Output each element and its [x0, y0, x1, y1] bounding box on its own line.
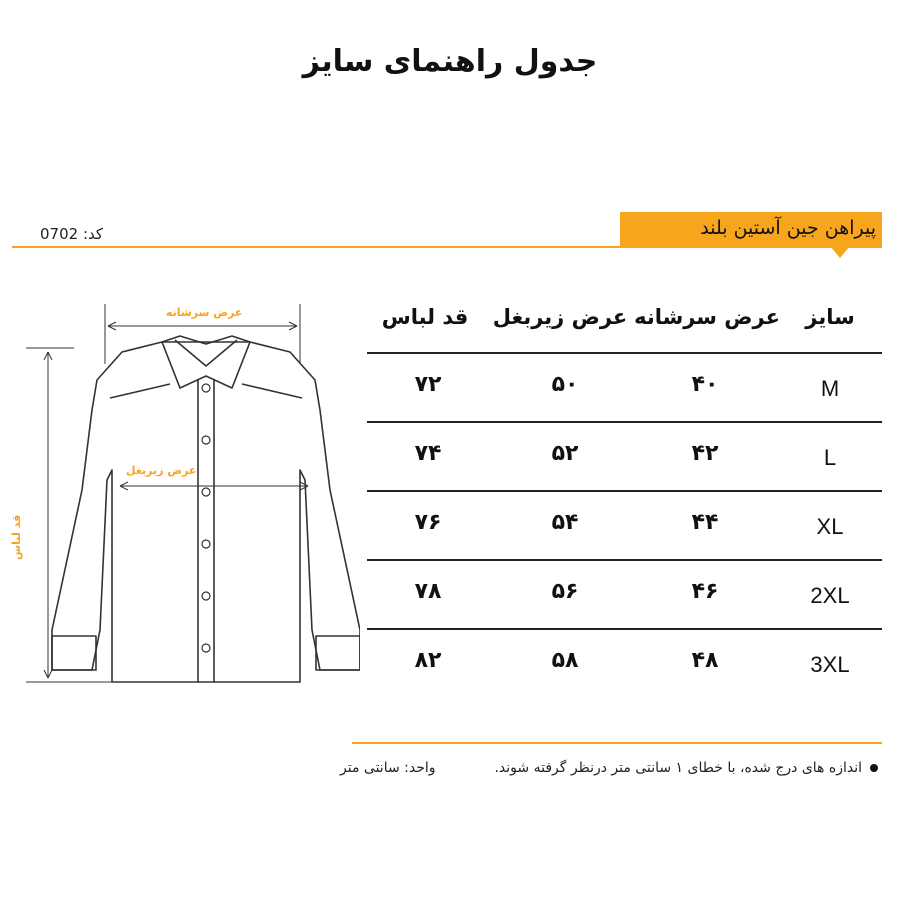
length-dimension-label: قد لباس — [10, 514, 23, 560]
table-cell-shoulder: ۴۲ — [691, 441, 719, 466]
table-cell-length: ۷۶ — [414, 510, 442, 535]
table-cell-length: ۷۴ — [414, 441, 442, 466]
shirt-diagram — [20, 300, 360, 700]
header-chest: عرض زیربغل — [492, 305, 628, 329]
table-cell-size: 3XL — [810, 652, 850, 677]
table-cell-length: ۸۲ — [414, 648, 442, 673]
code-label: کد: — [82, 225, 104, 243]
table-cell-size: XL — [816, 514, 844, 539]
table-cell-shoulder: ۴۴ — [691, 510, 719, 535]
table-cell-chest: ۵۴ — [551, 510, 579, 535]
table-cell-size: 2XL — [810, 583, 850, 608]
header-divider — [12, 246, 882, 248]
shoulder-dimension-label: عرض سرشانه — [166, 306, 243, 319]
row-divider — [367, 490, 882, 492]
product-name: پیراهن جین آستین بلند — [700, 217, 876, 239]
page-title: جدول راهنمای سایز — [302, 44, 598, 79]
table-cell-shoulder: ۴۶ — [691, 579, 719, 604]
header-length: قد لباس — [381, 305, 469, 329]
row-divider — [367, 352, 882, 354]
header-size: سایز — [805, 305, 855, 329]
table-cell-chest: ۵۲ — [551, 441, 579, 466]
table-cell-length: ۷۲ — [414, 372, 442, 397]
footer-divider — [352, 742, 882, 744]
row-divider — [367, 559, 882, 561]
table-cell-size: M — [820, 376, 840, 401]
table-cell-size: L — [823, 445, 837, 470]
table-cell-chest: ۵۰ — [551, 372, 579, 397]
table-cell-chest: ۵۶ — [551, 579, 579, 604]
tolerance-note-text: اندازه های درج شده، با خطای ۱ سانتی متر درنظر گرفته شوند. — [494, 760, 862, 776]
table-cell-length: ۷۸ — [414, 579, 442, 604]
product-banner — [620, 212, 882, 246]
tolerance-note — [494, 760, 878, 776]
table-cell-shoulder: ۴۰ — [691, 372, 719, 397]
unit-note: واحد: سانتی متر — [340, 760, 436, 776]
bullet-icon — [870, 764, 878, 772]
table-cell-shoulder: ۴۸ — [691, 648, 719, 673]
row-divider — [367, 421, 882, 423]
product-code — [40, 225, 103, 243]
row-divider — [367, 628, 882, 630]
header-shoulder: عرض سرشانه — [634, 305, 780, 329]
table-cell-chest: ۵۸ — [551, 648, 579, 673]
chest-dimension-label: عرض زیربغل — [126, 464, 197, 477]
code-value: 0702 — [40, 225, 79, 243]
